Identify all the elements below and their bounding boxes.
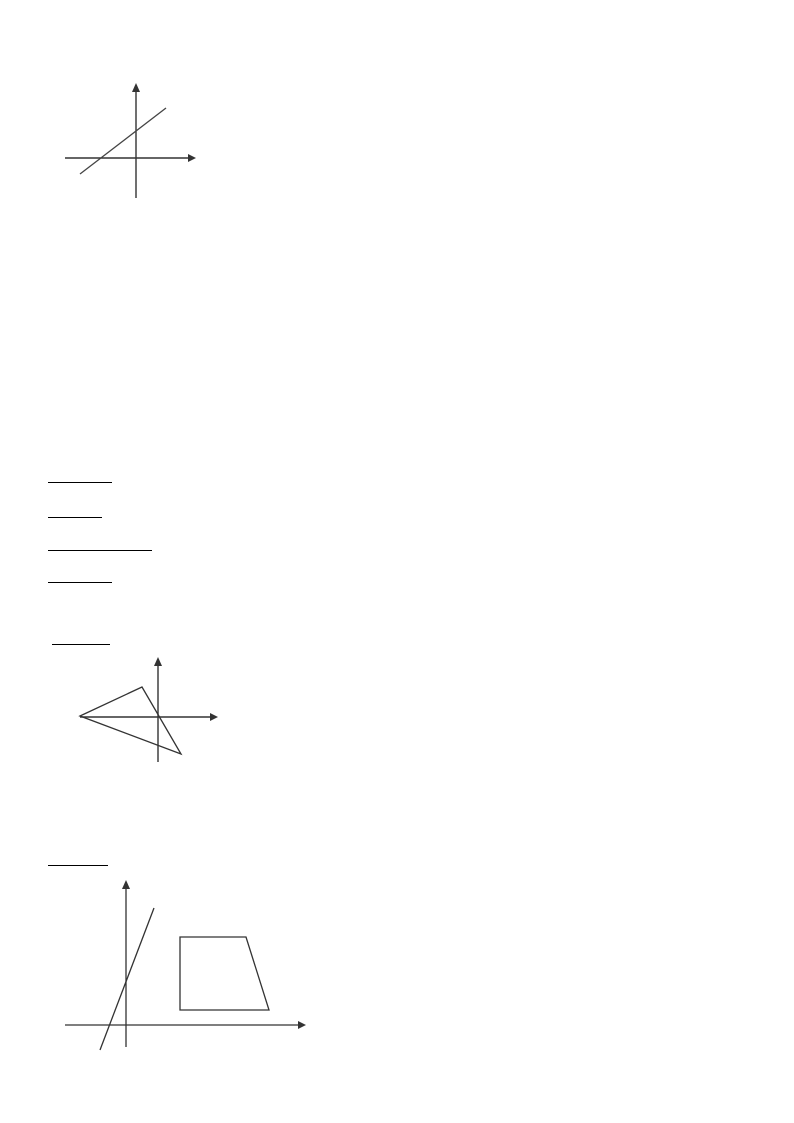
q14-answer-blank[interactable] <box>48 566 112 583</box>
q15-answer-blank[interactable] <box>52 628 110 645</box>
q16-answer-blank[interactable] <box>48 849 108 866</box>
q10-graph-b <box>250 330 400 420</box>
q13 <box>48 534 152 551</box>
q10-graph-a <box>84 332 234 422</box>
q12 <box>48 497 102 518</box>
q13-answer-blank[interactable] <box>48 534 152 551</box>
q11 <box>48 463 112 483</box>
q10-graph-d <box>586 333 746 423</box>
q11-answer-blank[interactable] <box>48 466 112 483</box>
q9-figure <box>60 80 200 200</box>
q16-figure-1 <box>60 875 310 1070</box>
q12-answer-blank[interactable] <box>48 501 102 518</box>
q10-graph-c <box>418 333 578 423</box>
q15-figure <box>60 650 230 770</box>
q15-line2 <box>48 628 110 645</box>
q16-line3 <box>48 849 108 866</box>
q16-figure-2-chart <box>300 870 560 1075</box>
q14 <box>48 566 112 583</box>
